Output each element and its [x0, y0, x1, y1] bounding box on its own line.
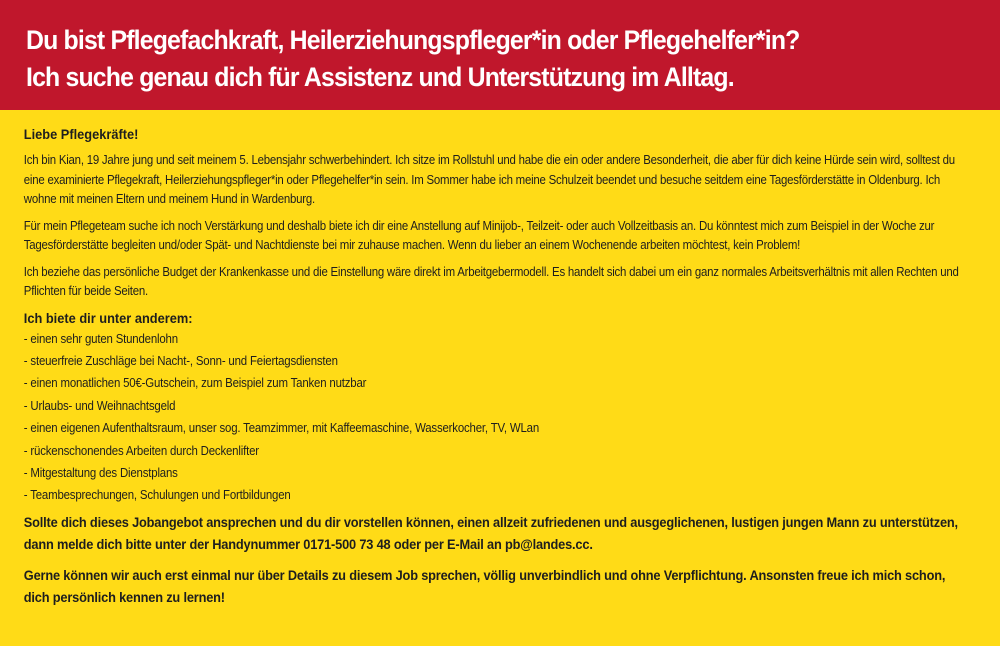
closing-call-to-action: Gerne können wir auch erst einmal nur über Details zu diesem Job sprechen, völlig unverbindlich und ohne Verpflichtung. Ansonsten freue ich mich schon, dich persönlich kennen zu lernen! [23, 566, 946, 606]
intro-paragraph: Ich bin Kian, 19 Jahre jung und seit meinem 5. Lebensjahr schwerbehindert. Ich sitze im Rollstuhl und habe die ein oder andere Besonderheit, die aber für dich keine Hürde sein wird, solltest du eine examinierte Pflegekraft, Heilerziehungspfleger*in oder Pflegehelfer*in sein. Im Sommer habe ich meine Schulzeit beendet und besuche seitdem eine Tagesförderstätte in Oldenburg. Ich wohne mit meinen Eltern und meinem Hund in Wardenburg. [23, 153, 955, 206]
offers-list [24, 328, 971, 507]
body-content [0, 110, 995, 609]
contact-call-to-action: Sollte dich dieses Jobangebot ansprechen und du dir vorstellen können, einen allzeit zufriedenen und ausgeglichenen, lustigen jungen Mann zu unterstützen, dann melde dich bitte unter der Handynummer 0171-500 73 48 oder per E-Mail an pb@landes.cc. [23, 513, 958, 553]
list-item: - steuerfreie Zuschläge bei Nacht-, Sonn- und Feiertagsdiensten [23, 353, 338, 368]
list-item: - rückenschonendes Arbeiten durch Deckenlifter [23, 443, 259, 458]
headline-line-1: Du bist Pflegefachkraft, Heilerziehungspfleger*in oder Pflegehelfer*in? [26, 25, 800, 55]
list-item: - einen monatlichen 50€-Gutschein, zum Beispiel zum Tanken nutzbar [23, 376, 367, 391]
offers-title: Ich biete dir unter anderem: [23, 309, 193, 326]
headline [26, 22, 898, 96]
header-banner [0, 0, 1000, 110]
list-item: - einen sehr guten Stundenlohn [23, 331, 178, 346]
greeting: Liebe Pflegekräfte! [23, 126, 139, 142]
budget-paragraph: Ich beziehe das persönliche Budget der Krankenkasse und die Einstellung wäre direkt im Arbeitgebermodell. Es handelt sich dabei um ein ganz normales Arbeitsverhältnis mit allen Rechten und Pflichten für beide Seiten. [23, 264, 959, 298]
team-paragraph: Für mein Pflegeteam suche ich noch Verstärkung und deshalb biete ich dir eine Anstellung auf Minijob-, Teilzeit- oder auch Vollzeitbasis an. Du könntest mich zum Beispiel in der Woche zur Tagesförderstätte begleiten und/oder Spät- und Nachtdienste bei mir zuhause machen. Wenn du lieber an einem Wochenende arbeiten möchtest, kein Problem! [23, 218, 935, 252]
list-item: - einen eigenen Aufenthaltsraum, unser sog. Teamzimmer, mit Kaffeemaschine, Wasserkocher, TV, WLan [23, 421, 540, 436]
list-item: - Mitgestaltung des Dienstplans [23, 465, 178, 480]
headline-line-2: Ich suche genau dich für Assistenz und Unterstützung im Alltag. [26, 62, 734, 92]
list-item: - Teambesprechungen, Schulungen und Fortbildungen [23, 488, 291, 503]
list-item: - Urlaubs- und Weihnachtsgeld [23, 398, 176, 413]
